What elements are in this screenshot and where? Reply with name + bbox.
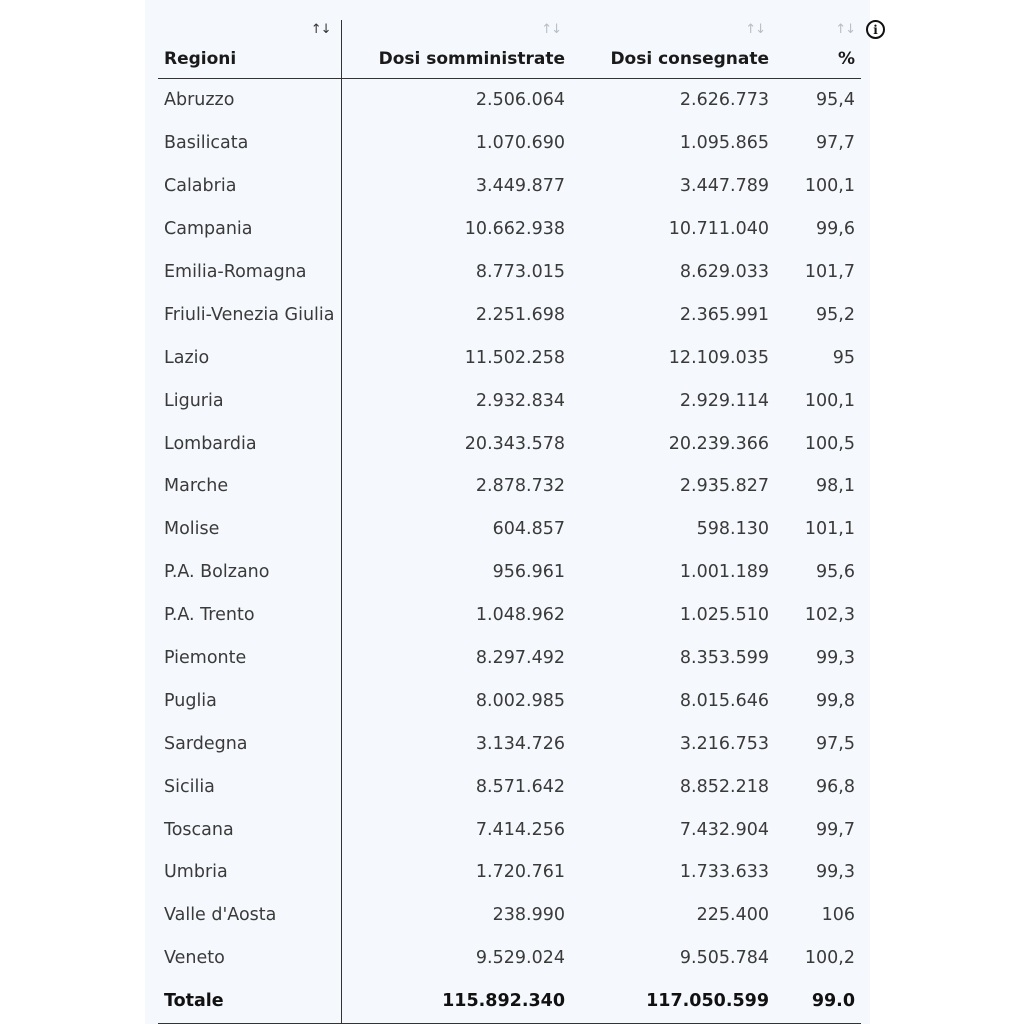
- total-label: Totale: [158, 980, 341, 1023]
- table-row: [158, 79, 861, 122]
- cell-percent: 99,6: [816, 219, 855, 240]
- sort-arrows-icon[interactable]: ↑↓: [745, 22, 765, 37]
- info-icon[interactable]: i: [866, 20, 885, 39]
- table-row: [158, 637, 861, 680]
- cell-administered: 11.502.258: [464, 347, 565, 368]
- cell-administered: 1.720.761: [475, 862, 565, 883]
- cell-percent: 99,7: [816, 819, 855, 840]
- cell-administered: 9.529.024: [475, 948, 565, 969]
- cell-region: Veneto: [158, 937, 341, 980]
- total-percent: 99.0: [775, 980, 861, 1023]
- cell-delivered: 8.629.033: [679, 262, 769, 282]
- cell-administered: 956.961: [492, 562, 565, 583]
- table-row: [158, 765, 861, 808]
- cell-region: P.A. Trento: [158, 594, 341, 637]
- cell-delivered: 1.095.865: [679, 133, 769, 154]
- table-row: [158, 851, 861, 894]
- header-dosi-consegnate[interactable]: [571, 20, 775, 79]
- cell-percent: 97,5: [816, 733, 855, 754]
- cell-region: Sicilia: [158, 765, 341, 808]
- cell-administered: 2.878.732: [475, 476, 565, 497]
- table-row: [158, 208, 861, 251]
- cell-delivered: 7.432.904: [679, 819, 769, 840]
- cell-delivered: 12.109.035: [668, 347, 769, 368]
- table-row: [158, 336, 861, 379]
- cell-percent: 95,6: [816, 562, 855, 583]
- header-dosi-somministrate[interactable]: [341, 20, 571, 79]
- cell-percent: 97,7: [816, 133, 855, 154]
- cell-region: Friuli-Venezia Giulia: [158, 293, 341, 336]
- cell-delivered: 1.025.510: [679, 605, 769, 626]
- cell-delivered: 598.130: [696, 519, 769, 540]
- cell-administered: 7.414.256: [475, 819, 565, 840]
- cell-delivered: 2.365.991: [679, 304, 769, 325]
- cell-region: Emilia-Romagna: [158, 251, 341, 294]
- cell-percent: 96,8: [816, 776, 855, 797]
- cell-administered: 2.251.698: [475, 304, 565, 325]
- cell-percent: 99,8: [816, 690, 855, 711]
- cell-administered: 2.506.064: [475, 90, 565, 111]
- cell-delivered: 8.353.599: [679, 648, 769, 669]
- table-row: [158, 594, 861, 637]
- table-row: [158, 551, 861, 594]
- cell-percent: 95,4: [816, 90, 855, 111]
- cell-administered: 8.297.492: [475, 648, 565, 669]
- header-percent[interactable]: [775, 20, 861, 79]
- cell-percent: 101,7: [804, 262, 855, 282]
- table-header: [158, 20, 861, 79]
- table-row: [158, 679, 861, 722]
- cell-region: Campania: [158, 208, 341, 251]
- table-row: [158, 422, 861, 465]
- cell-percent: 100,5: [804, 433, 855, 454]
- cell-region: Toscana: [158, 808, 341, 851]
- cell-region: Lombardia: [158, 422, 341, 465]
- cell-region: Sardegna: [158, 722, 341, 765]
- vaccine-doses-table-container: [158, 20, 861, 1024]
- cell-delivered: 2.935.827: [679, 476, 769, 497]
- cell-delivered: 225.400: [696, 905, 769, 926]
- cell-administered: 3.449.877: [475, 176, 565, 197]
- cell-administered: 1.070.690: [475, 133, 565, 154]
- cell-delivered: 9.505.784: [679, 948, 769, 969]
- table-row: [158, 937, 861, 980]
- cell-region: P.A. Bolzano: [158, 551, 341, 594]
- cell-region: Molise: [158, 508, 341, 551]
- cell-delivered: 10.711.040: [668, 219, 769, 240]
- table-row: [158, 722, 861, 765]
- cell-region: Puglia: [158, 679, 341, 722]
- header-regioni[interactable]: [158, 20, 341, 79]
- cell-administered: 8.002.985: [475, 690, 565, 711]
- cell-delivered: 2.929.114: [679, 390, 769, 411]
- header-row: [158, 20, 861, 79]
- table-row: [158, 894, 861, 937]
- cell-percent: 101,1: [804, 519, 855, 540]
- header-label: Dosi somministrate: [378, 49, 565, 69]
- cell-administered: 20.343.578: [464, 433, 565, 454]
- header-label: %: [837, 49, 855, 69]
- cell-percent: 102,3: [804, 605, 855, 626]
- cell-administered: 8.571.642: [475, 776, 565, 797]
- table-row: [158, 508, 861, 551]
- total-row: [158, 980, 861, 1023]
- vaccine-doses-table: [158, 20, 861, 1024]
- table-body: [158, 79, 861, 1024]
- cell-delivered: 8.015.646: [679, 690, 769, 711]
- sort-arrows-icon[interactable]: ↑↓: [541, 22, 561, 37]
- cell-delivered: 20.239.366: [668, 433, 769, 454]
- cell-percent: 100,1: [804, 176, 855, 197]
- cell-region: Basilicata: [158, 122, 341, 165]
- cell-percent: 106: [821, 905, 855, 926]
- cell-percent: 100,1: [804, 390, 855, 411]
- cell-administered: 604.857: [492, 519, 565, 540]
- cell-administered: 238.990: [492, 905, 565, 926]
- total-delivered: 117.050.599: [571, 980, 775, 1023]
- cell-administered: 8.773.015: [475, 262, 565, 282]
- cell-region: Marche: [158, 465, 341, 508]
- cell-region: Lazio: [158, 336, 341, 379]
- cell-delivered: 8.852.218: [679, 776, 769, 797]
- cell-region: Piemonte: [158, 637, 341, 680]
- cell-percent: 100,2: [804, 948, 855, 969]
- cell-percent: 99,3: [816, 648, 855, 669]
- cell-percent: 99,3: [816, 862, 855, 883]
- total-administered: 115.892.340: [341, 980, 571, 1023]
- cell-delivered: 3.447.789: [679, 176, 769, 197]
- table-row: [158, 293, 861, 336]
- cell-region: Umbria: [158, 851, 341, 894]
- cell-percent: 95,2: [816, 304, 855, 325]
- cell-administered: 3.134.726: [475, 733, 565, 754]
- table-row: [158, 251, 861, 294]
- cell-percent: 98,1: [816, 476, 855, 497]
- cell-percent: 95: [832, 347, 855, 368]
- table-row: [158, 122, 861, 165]
- cell-region: Valle d'Aosta: [158, 894, 341, 937]
- header-label: Dosi consegnate: [610, 49, 769, 69]
- cell-delivered: 1.733.633: [679, 862, 769, 883]
- table-row: [158, 165, 861, 208]
- cell-region: Calabria: [158, 165, 341, 208]
- cell-administered: 10.662.938: [464, 219, 565, 240]
- cell-region: Abruzzo: [158, 79, 341, 122]
- cell-delivered: 2.626.773: [679, 90, 769, 111]
- table-row: [158, 379, 861, 422]
- table-row: [158, 465, 861, 508]
- sort-arrows-icon[interactable]: ↑↓: [835, 22, 855, 37]
- sort-arrows-icon[interactable]: ↑↓: [310, 22, 331, 37]
- cell-administered: 1.048.962: [475, 605, 565, 626]
- cell-administered: 2.932.834: [475, 390, 565, 411]
- cell-delivered: 3.216.753: [679, 733, 769, 754]
- cell-delivered: 1.001.189: [679, 562, 769, 583]
- table-row: [158, 808, 861, 851]
- cell-region: Liguria: [158, 379, 341, 422]
- header-label: Regioni: [164, 49, 237, 69]
